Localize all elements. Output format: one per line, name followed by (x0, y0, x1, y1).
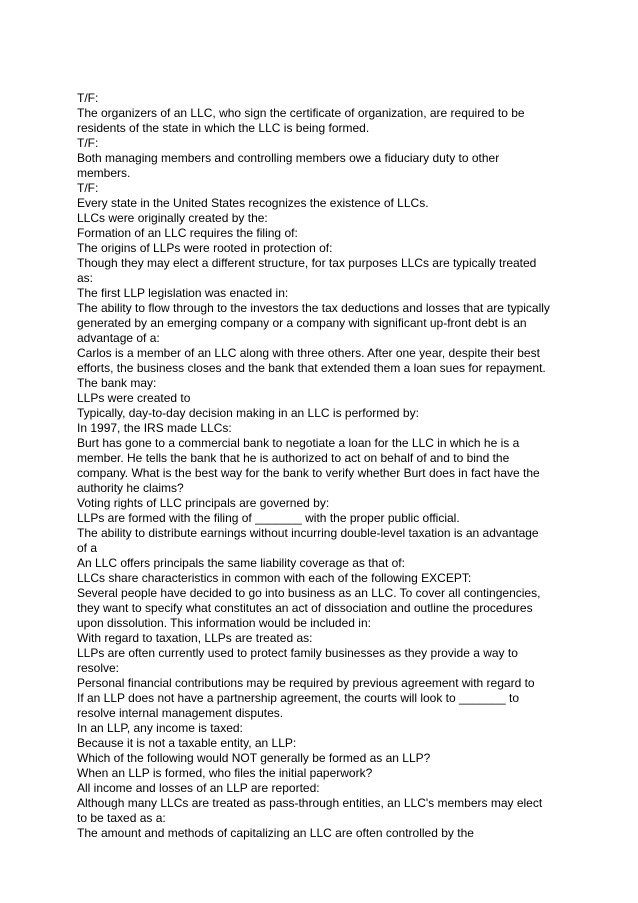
text-line: LLCs share characteristics in common with each of the following EXCEPT: (77, 571, 472, 585)
text-line: Formation of an LLC requires the filing of: (77, 226, 298, 240)
text-line: Several people have decided to go into business as an LLC. To cover all contingencies, (77, 586, 541, 600)
text-line: With regard to taxation, LLPs are treated as: (77, 631, 313, 645)
text-line: The first LLP legislation was enacted in: (77, 286, 289, 300)
text-line: LLPs were created to (77, 391, 191, 405)
text-line: efforts, the business closes and the bank that extended them a loan sues for repayment. (77, 361, 546, 375)
text-line: When an LLP is formed, who files the initial paperwork? (77, 766, 373, 780)
text-line: All income and losses of an LLP are reported: (77, 781, 320, 795)
text-line: resolve: (77, 661, 120, 675)
text-line: member. He tells the bank that he is authorized to act on behalf of and to bind the (77, 451, 510, 465)
text-line: of a (77, 541, 98, 555)
text-line: In an LLP, any income is taxed: (77, 721, 243, 735)
text-line: members. (77, 166, 131, 180)
text-line: T/F: (77, 91, 99, 105)
text-line: Typically, day-to-day decision making in an LLC is performed by: (77, 406, 419, 420)
text-line: Every state in the United States recognizes the existence of LLCs. (77, 196, 429, 210)
text-line: Because it is not a taxable entity, an LLP: (77, 736, 297, 750)
text-line: The bank may: (77, 376, 157, 390)
text-line: Although many LLCs are treated as pass-through entities, an LLC's members may elect (77, 796, 543, 810)
text-line: Though they may elect a different structure, for tax purposes LLCs are typically treated (77, 256, 537, 270)
text-line: advantage of a: (77, 331, 160, 345)
text-line: Voting rights of LLC principals are governed by: (77, 496, 330, 510)
text-line: The ability to distribute earnings without incurring double-level taxation is an advantage (77, 526, 539, 540)
text-line: to be taxed as a: (77, 811, 166, 825)
text-line: T/F: (77, 136, 99, 150)
text-line: they want to specify what constitutes an act of dissociation and outline the procedures (77, 601, 533, 615)
text-line: The amount and methods of capitalizing an LLC are often controlled by the (77, 826, 474, 840)
text-line: In 1997, the IRS made LLCs: (77, 421, 232, 435)
text-line: The organizers of an LLC, who sign the certificate of organization, are required to be (77, 106, 525, 120)
text-line: company. What is the best way for the bank to verify whether Burt does in fact have the (77, 466, 540, 480)
text-line: The origins of LLPs were rooted in protection of: (77, 241, 333, 255)
text-line: LLPs are formed with the filing of _______ with the proper public official. (77, 511, 460, 525)
text-line: authority he claims? (77, 481, 184, 495)
text-line: T/F: (77, 181, 99, 195)
text-line: residents of the state in which the LLC is being formed. (77, 121, 370, 135)
text-line: LLPs are often currently used to protect family businesses as they provide a way to (77, 646, 518, 660)
text-line: Carlos is a member of an LLC along with three others. After one year, despite their best (77, 346, 540, 360)
document-text (77, 91, 567, 841)
text-line: resolve internal management disputes. (77, 706, 284, 720)
text-line: as: (77, 271, 94, 285)
text-line: Which of the following would NOT generally be formed as an LLP? (77, 751, 431, 765)
text-line: upon dissolution. This information would be included in: (77, 616, 371, 630)
text-line: If an LLP does not have a partnership agreement, the courts will look to _______ to (77, 691, 520, 705)
text-line: LLCs were originally created by the: (77, 211, 268, 225)
text-line: Both managing members and controlling members owe a fiduciary duty to other (77, 151, 500, 165)
text-line: An LLC offers principals the same liability coverage as that of: (77, 556, 405, 570)
text-line: generated by an emerging company or a company with significant up-front debt is an (77, 316, 527, 330)
text-line: The ability to flow through to the investors the tax deductions and losses that are typically (77, 301, 550, 315)
text-line: Personal financial contributions may be required by previous agreement with regard to (77, 676, 535, 690)
text-line: Burt has gone to a commercial bank to negotiate a loan for the LLC in which he is a (77, 436, 520, 450)
